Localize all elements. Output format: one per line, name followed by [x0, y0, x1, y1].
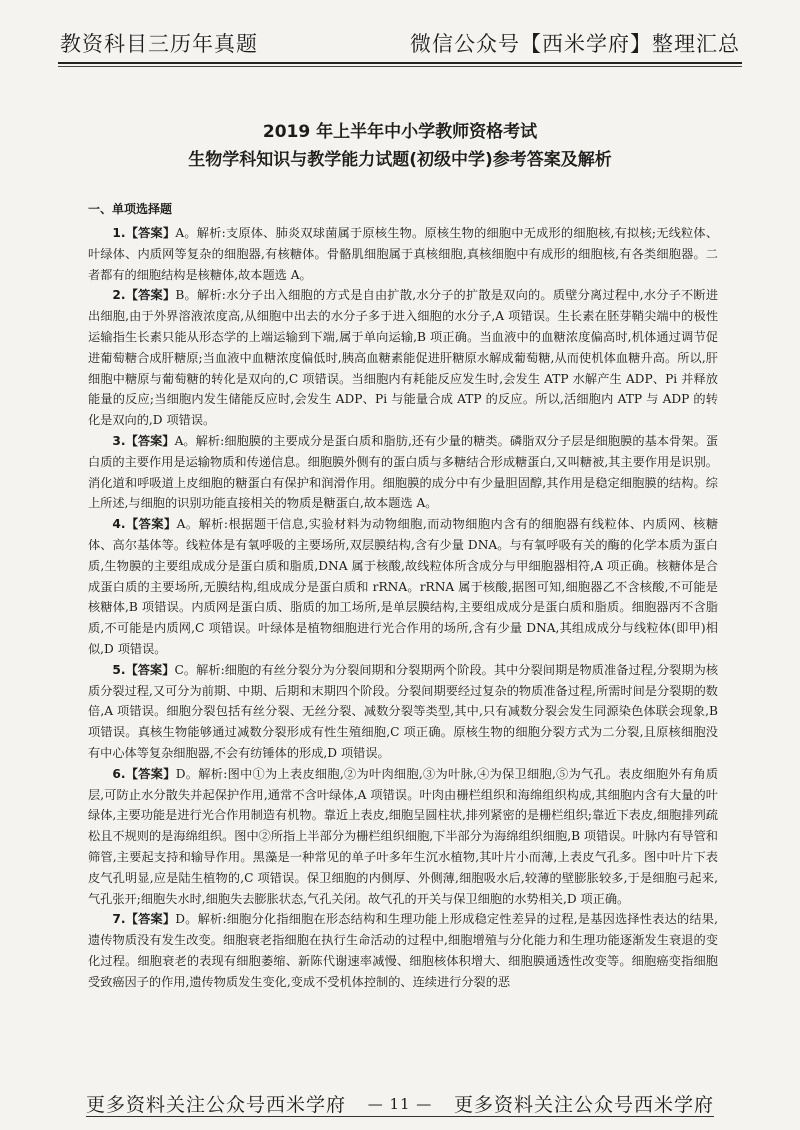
question-number: 3. — [112, 433, 126, 448]
footer-divider — [86, 1116, 714, 1117]
title-line-1: 2019 年上半年中小学教师资格考试 — [262, 122, 538, 142]
answer-item-3 — [88, 431, 718, 514]
section-heading: 一、单项选择题 — [88, 202, 173, 216]
question-number: 6. — [112, 766, 126, 781]
answer-label: 【答案】 — [125, 766, 176, 781]
header-left-text: 教资科目三历年真题 — [60, 32, 258, 56]
page-footer — [86, 1090, 714, 1117]
answer-label: 【答案】 — [125, 433, 175, 448]
answer-item-1 — [88, 223, 718, 285]
answer-content — [88, 200, 718, 992]
header-right-text: 微信公众号【西米学府】整理汇总 — [410, 32, 740, 56]
question-number: 5. — [112, 662, 126, 677]
answer-text: D。解析:细胞分化指细胞在形态结构和生理功能上形成稳定性差异的过程,是基因选择性表达的结果,遗传物质没有发生改变。细胞衰老指细胞在执行生命活动的过程中,细胞增殖与分化能力和生理功能逐渐发生衰退的变化过程。细胞衰老的表现有细胞萎缩、新陈代谢速率减慢、细胞核体积增大、细胞膜通透性改变等。细胞癌变指细胞受致癌因子的作用,遗传物质发生变化,变成不受机体控制的、连续进行分裂的恶 — [88, 912, 719, 989]
answer-item-5 — [88, 660, 718, 764]
answer-label: 【答案】 — [125, 912, 176, 927]
header-divider — [58, 62, 742, 64]
answer-text: A。解析:支原体、肺炎双球菌属于原核生物。原核生物的细胞中无成形的细胞核,有拟核;无线粒体、叶绿体、内质网等复杂的细胞器,有核糖体。骨骼肌细胞属于真核细胞,真核细胞中有成形的细胞核,有各类细胞器。二者都有的细胞结构是核糖体,故本题选 A。 — [88, 226, 719, 282]
answer-label: 【答案】 — [125, 662, 175, 677]
page-number: — 11 — — [367, 1094, 433, 1113]
answer-label: 【答案】 — [125, 517, 177, 532]
answer-label: 【答案】 — [125, 288, 176, 303]
title-line-2: 生物学科知识与教学能力试题(初级中学)参考答案及解析 — [188, 150, 612, 170]
answer-text: A。解析:根据题干信息,实验材料为动物细胞,而动物细胞内含有的细胞器有线粒体、内质网、核糖体、高尔基体等。线粒体是有氧呼吸的主要场所,双层膜结构,含有少量 DNA。与有氧呼吸有关的酶的化学本质为蛋白质,生物膜的主要组成成分是蛋白质和脂质,DNA 属于核酸,故线粒体所含成分与甲细胞器相符,A 项正确。核糖体是合成蛋白质的主要场所,无膜结构,组成成分是蛋白质和 rRNA。rRNA 属于核酸,据图可知,细胞器乙不含核酸,不可能是核糖体,B 项错误。内质网是蛋白质、脂质的加工场所,是单层膜结构,主要组成成分是蛋白质和脂质。细胞器丙不含脂质,不可能是内质网,C 项错误。叶绿体是植物细胞进行光合作用的场所,含有少量 DNA,其组成成分与线粒体(即甲)相似,D 项错误。 — [88, 517, 719, 656]
answer-text: C。解析:细胞的有丝分裂分为分裂间期和分裂期两个阶段。其中分裂间期是物质准备过程,分裂期为核质分裂过程,又可分为前期、中期、后期和末期四个阶段。分裂间期要经过复杂的物质准备过程,所需时间是分裂期的数倍,A 项错误。细胞分裂包括有丝分裂、无丝分裂、减数分裂等类型,其中,只有减数分裂会发生同源染色体联会现象,B 项错误。真核生物能够通过减数分裂形成有性生殖细胞,C 项正确。原核生物的细胞分裂方式为二分裂,且原核细胞没有中心体等复杂细胞器,不会有纺锤体的形成,D 项错误。 — [88, 662, 719, 760]
answer-item-4 — [88, 514, 718, 660]
answer-item-2 — [88, 285, 718, 431]
page-header — [60, 28, 740, 62]
answer-item-6 — [88, 764, 718, 910]
answer-text: A。解析:细胞膜的主要成分是蛋白质和脂肪,还有少量的糖类。磷脂双分子层是细胞膜的基本骨架。蛋白质的主要作用是运输物质和传递信息。细胞膜外侧有的蛋白质与多糖结合形成糖蛋白,又叫糖被,其主要作用是识别。消化道和呼吸道上皮细胞的糖蛋白有保护和润滑作用。细胞膜的成分中有少量胆固醇,其作用是稳定细胞膜的结构。综上所述,与细胞的识别功能直接相关的物质是糖蛋白,故本题选 A。 — [88, 433, 719, 511]
question-number: 7. — [112, 912, 126, 927]
footer-left-text: 更多资料关注公众号西米学府 — [86, 1094, 347, 1116]
document-title — [0, 118, 800, 174]
answer-text: B。解析:水分子出入细胞的方式是自由扩散,水分子的扩散是双向的。质壁分离过程中,水分子不断进出细胞,由于外界溶液浓度高,从细胞中出去的水分子多于进入细胞的水分子,A 项错误。生长素在胚芽鞘尖端中的极性运输指生长素只能从形态学的上端运输到下端,属于单向运输,B 项正确。当血液中的血糖浓度偏高时,机体通过调节促进葡萄糖合成肝糖原;当血液中血糖浓度偏低时,胰高血糖素能促进肝糖原水解成葡萄糖,从而使机体血糖升高。所以,肝细胞中糖原与葡萄糖的转化是双向的,C 项错误。当细胞内有耗能反应发生时,会发生 ATP 水解产生 ADP、Pi 并释放能量的反应;当细胞内发生储能反应时,会发生 ADP、Pi 与能量合成 ATP 的反应。所以,活细胞内 ATP 与 ADP 的转化是双向的,D 项错误。 — [88, 288, 719, 428]
footer-right-text: 更多资料关注公众号西米学府 — [453, 1094, 714, 1116]
question-number: 2. — [112, 288, 126, 303]
answer-label: 【答案】 — [125, 226, 176, 240]
question-number: 1. — [112, 226, 126, 240]
answer-text: D。解析:图中①为上表皮细胞,②为叶肉细胞,③为叶脉,④为保卫细胞,⑤为气孔。表皮细胞外有角质层,可防止水分散失并起保护作用,通常不含叶绿体,A 项错误。叶肉由栅栏组织和海绵组织构成,其细胞内含有大量的叶绿体,主要功能是进行光合作用制造有机物。靠近上表皮,细胞呈圆柱状,排列紧密的是栅栏组织;靠近下表皮,细胞排列疏松且不规则的是海绵组织。图中②所指上半部分为栅栏组织细胞,下半部分为海绵组织细胞,B 项错误。叶脉内有导管和筛管,主要起支持和输导作用。黑藻是一种常见的单子叶多年生沉水植物,其叶片小而薄,上表皮气孔多。图中叶片下表皮气孔明显,应是陆生植物的,C 项错误。保卫细胞的内侧厚、外侧薄,细胞吸水后,较薄的壁膨胀较多,于是细胞弓起来,气孔张开;细胞失水时,细胞失去膨胀状态,气孔关闭。故气孔的开关与保卫细胞的水势相关,D 项正确。 — [88, 766, 719, 906]
answer-item-7 — [88, 909, 718, 992]
question-number: 4. — [112, 517, 126, 532]
header-divider-thin — [58, 66, 742, 67]
